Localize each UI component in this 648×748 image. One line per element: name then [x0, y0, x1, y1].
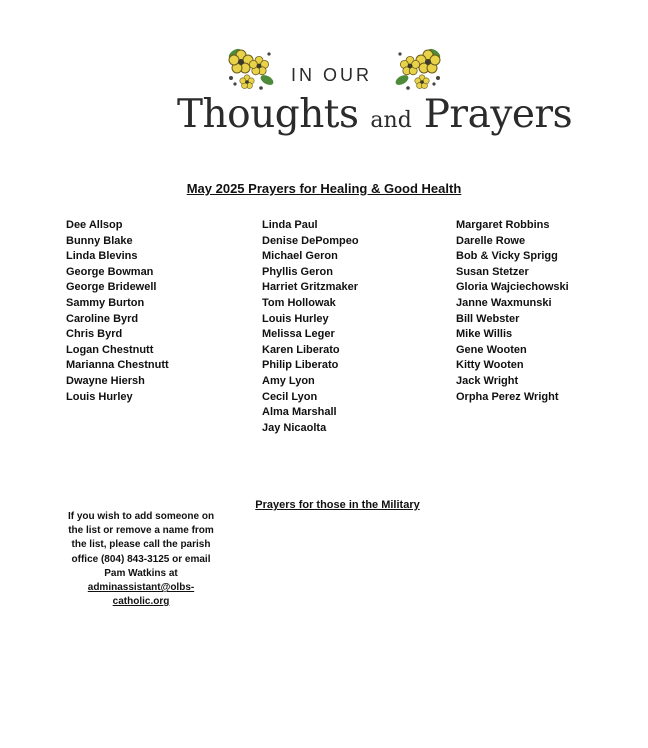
name-item: Melissa Leger	[262, 328, 335, 341]
name-item: Jack Wright	[456, 374, 519, 387]
name-item: Gloria Wajciechowski	[456, 281, 569, 294]
name-item: Logan Chestnutt	[66, 343, 154, 356]
name-item: Louis Hurley	[262, 312, 329, 325]
name-item: Marianna Chestnutt	[66, 359, 169, 372]
name-item: George Bridewell	[66, 281, 157, 294]
flowers-right-icon	[390, 40, 448, 98]
name-item: Margaret Robbins	[456, 219, 550, 231]
header-line1: IN OUR	[291, 65, 372, 85]
name-column-1	[66, 218, 169, 405]
header-word-thoughts: Thoughts	[177, 92, 359, 137]
name-item: Darelle Rowe	[456, 234, 526, 247]
military-heading: Prayers for those in the Military	[255, 499, 420, 511]
header-word-prayers: Prayers	[423, 92, 573, 137]
name-item: Harriet Gritzmaker	[262, 281, 358, 294]
name-column-3	[456, 218, 569, 405]
name-item: Sammy Burton	[66, 296, 145, 309]
name-item: Mike Willis	[456, 328, 513, 341]
name-item: Michael Geron	[262, 250, 338, 263]
name-item: Denise DePompeo	[262, 234, 359, 247]
name-item: Phyllis Geron	[262, 265, 333, 278]
flowers-left-icon	[221, 40, 279, 98]
name-item: Karen Liberato	[262, 343, 340, 356]
contact-text: If you wish to add someone on the list or remove a name from the list, please call the parish office (804) 843-3125 or email Pam Watkins at	[67, 511, 215, 579]
name-item: Dee Allsop	[66, 219, 123, 231]
name-column-2	[262, 218, 359, 436]
header-word-and: and	[370, 108, 412, 133]
contact-note	[62, 510, 220, 609]
name-item: Janne Waxmunski	[456, 296, 552, 309]
page-title: May 2025 Prayers for Healing & Good Health	[186, 181, 462, 196]
name-item: Bob & Vicky Sprigg	[456, 250, 558, 263]
name-item: Louis Hurley	[66, 390, 133, 403]
name-item: Amy Lyon	[262, 374, 315, 387]
name-item: Jay Nicaolta	[262, 421, 327, 434]
name-item: Alma Marshall	[262, 406, 337, 419]
name-item: Orpha Perez Wright	[456, 390, 559, 403]
name-item: Chris Byrd	[66, 328, 123, 341]
name-item: Kitty Wooten	[456, 359, 524, 372]
header-title	[177, 92, 572, 137]
name-item: Caroline Byrd	[66, 312, 139, 325]
name-item: Gene Wooten	[456, 343, 527, 356]
contact-email-link[interactable]: adminassistant@olbs-catholic.org	[87, 582, 195, 608]
name-item: George Bowman	[66, 265, 154, 278]
name-item: Linda Blevins	[66, 250, 138, 263]
name-item: Philip Liberato	[262, 359, 339, 372]
name-item: Tom Hollowak	[262, 296, 336, 309]
name-item: Bunny Blake	[66, 234, 133, 247]
name-item: Susan Stetzer	[456, 265, 529, 278]
name-item: Linda Paul	[262, 219, 318, 231]
name-item: Dwayne Hiersh	[66, 374, 145, 387]
name-item: Bill Webster	[456, 312, 520, 325]
header-logo	[175, 40, 573, 140]
name-item: Cecil Lyon	[262, 390, 318, 403]
